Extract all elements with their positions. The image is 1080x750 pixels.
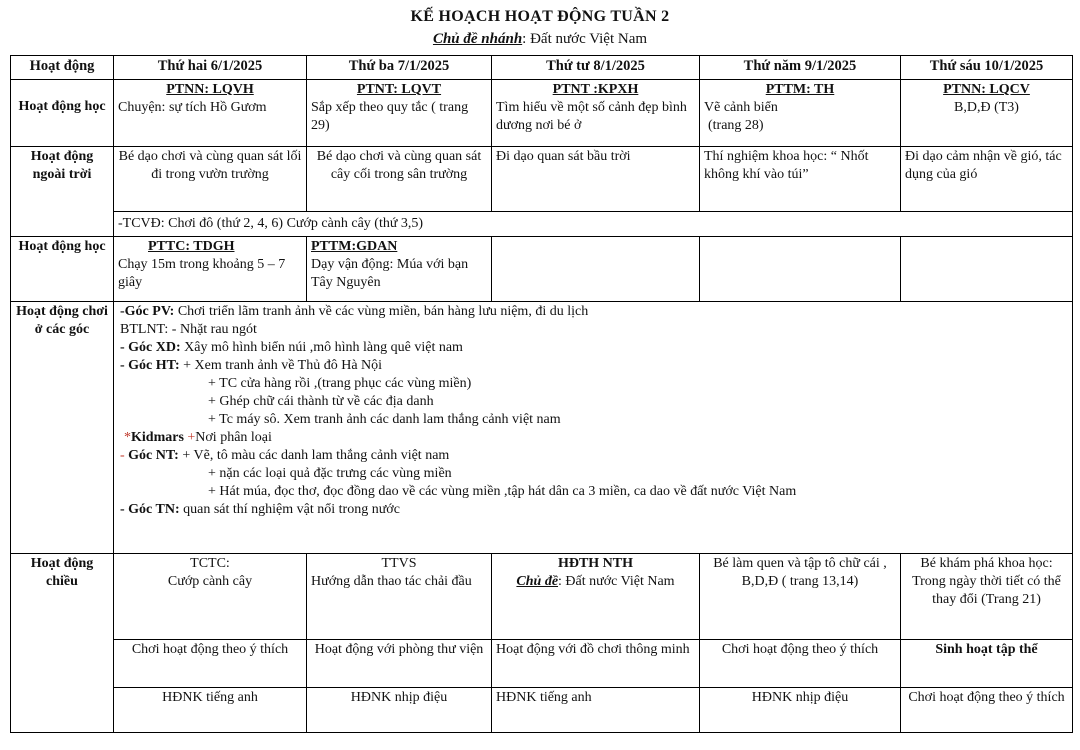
cell-chieu-wed — [492, 554, 700, 640]
cell-chieu2-fri: Sinh hoạt tập thể — [901, 640, 1073, 688]
cell-chieu3-wed: HĐNK tiếng anh — [492, 688, 700, 733]
cell-text: B,D,Đ (T3) — [954, 100, 1019, 115]
goc-ht-line — [120, 357, 1068, 375]
kidmars-star: * — [124, 430, 131, 445]
row-hoat-dong-hoc-1 — [11, 80, 1073, 147]
cell-chieu-mon — [114, 554, 307, 640]
goc-tn-label: - Góc TN: — [120, 502, 180, 517]
cell-title: HĐTH NTH — [557, 556, 634, 571]
kidmars-text: Nơi phân loại — [195, 430, 272, 445]
header-day-mon: Thứ hai 6/1/2025 — [114, 56, 307, 80]
goc-nt-line — [120, 447, 1068, 465]
cell-text: Chuyện: sự tích Hồ Gươm — [118, 100, 267, 115]
cell-text: Chạy 15m trong khoảng 5 – 7 giây — [118, 257, 286, 290]
cell-title: TCTC: — [190, 556, 230, 571]
goc-pv-line — [120, 303, 1068, 321]
cell-hdhoc1-thu — [700, 80, 901, 147]
header-day-tue: Thứ ba 7/1/2025 — [307, 56, 492, 80]
page-subtitle — [0, 31, 1080, 48]
page-title: KẾ HOẠCH HOẠT ĐỘNG TUẦN 2 — [410, 8, 670, 25]
cell-text: Cướp cành cây — [167, 574, 253, 589]
cell-title: PTTC: TDGH — [148, 239, 235, 254]
cell-title: PTNN: LQVH — [166, 82, 254, 97]
cell-tcvd: -TCVĐ: Chơi đô (thứ 2, 4, 6) Cướp cành cây (thứ 3,5) — [114, 212, 1073, 237]
row-chieu-1 — [11, 554, 1073, 640]
cell-chieu3-tue: HĐNK nhịp điệu — [307, 688, 492, 733]
cell-hdhoc2-mon — [114, 237, 307, 302]
kidmars-plus: + — [183, 430, 196, 445]
subtitle-value: Đất nước Việt Nam — [526, 31, 648, 47]
cell-chieu2-tue: Hoạt động với phòng thư viện — [307, 640, 492, 688]
cell-title: PTTM:GDAN — [311, 239, 398, 254]
cell-title: PTNT: LQVT — [356, 82, 442, 97]
cell-chieu-fri: Bé khám phá khoa học: Trong ngày thời tiết có thể thay đổi (Trang 21) — [901, 554, 1073, 640]
goc-xd-line — [120, 339, 1068, 357]
cell-title: PTNN: LQCV — [943, 82, 1030, 97]
subtitle-sep: : — [522, 31, 527, 47]
cell-text-2: (trang 28) — [708, 118, 764, 133]
header-day-fri: Thứ sáu 10/1/2025 — [901, 56, 1073, 80]
goc-ht-item: + Tc máy sô. Xem tranh ảnh các danh lam thắng cảnh việt nam — [208, 412, 561, 427]
cell-text: Hướng dẫn thao tác chải đầu — [311, 574, 472, 589]
row-label-choi-goc: Hoạt động chơi ở các góc — [11, 302, 114, 554]
goc-tn-line — [120, 501, 1068, 519]
goc-nt-item: + Hát múa, đọc thơ, đọc đồng dao về các vùng miền ,tập hát dân ca 3 miền, ca dao về đất nước Việt Nam — [208, 484, 797, 499]
cell-hdhoc2-thu-empty — [700, 237, 901, 302]
cell-text: Tìm hiểu về một số cảnh đẹp bình dương nơi bé ở — [496, 100, 687, 133]
cell-chieu-tue — [307, 554, 492, 640]
row-choi-goc — [11, 302, 1073, 554]
goc-nt-item: + nặn các loại quả đặc trưng các vùng miền — [208, 466, 452, 481]
weekly-plan-table — [10, 55, 1073, 733]
header-activity: Hoạt động — [11, 56, 114, 80]
cell-goc-content — [114, 302, 1073, 554]
goc-tn-text: quan sát thí nghiệm vật nổi trong nước — [179, 502, 400, 517]
row-label-hoat-dong-hoc-1: Hoạt động học — [11, 80, 114, 147]
cell-title: PTTM: TH — [765, 82, 835, 97]
cell-chieu3-mon: HĐNK tiếng anh — [114, 688, 307, 733]
cell-text: Sắp xếp theo quy tắc ( trang 29) — [311, 100, 469, 133]
cell-text: Vẽ cảnh biển — [704, 100, 778, 115]
goc-ht-item: + Ghép chữ cái thành từ về các địa danh — [208, 394, 434, 409]
cell-title: TTVS — [381, 556, 417, 571]
cell-ngoaitroi-thu: Thí nghiệm khoa học: “ Nhốt không khí vào túi” — [700, 147, 901, 212]
goc-ht-label: - Góc HT: — [120, 358, 180, 373]
goc-nt-label: Góc NT: — [128, 448, 179, 463]
cell-ngoaitroi-wed: Đi dạo quan sát bầu trời — [492, 147, 700, 212]
goc-pv-text: Chơi triển lãm tranh ảnh về các vùng miền, bán hàng lưu niệm, đi du lịch — [174, 304, 589, 319]
cell-hdhoc1-fri — [901, 80, 1073, 147]
header-row — [11, 56, 1073, 80]
row-label-hoat-dong-hoc-2: Hoạt động học — [11, 237, 114, 302]
goc-pv-label: -Góc PV: — [120, 304, 175, 319]
cell-chieu-thu: Bé làm quen và tập tô chữ cái , B,D,Đ ( trang 13,14) — [700, 554, 901, 640]
cell-chieu3-fri: Chơi hoạt động theo ý thích — [901, 688, 1073, 733]
row-tcvd — [11, 212, 1073, 237]
goc-kidmars-line — [120, 429, 1068, 447]
cell-hdhoc1-wed — [492, 80, 700, 147]
header-day-wed: Thứ tư 8/1/2025 — [492, 56, 700, 80]
header-day-thu: Thứ năm 9/1/2025 — [700, 56, 901, 80]
cell-chieu3-thu: HĐNK nhịp điệu — [700, 688, 901, 733]
cell-hdhoc1-mon — [114, 80, 307, 147]
cell-ngoaitroi-tue: Bé dạo chơi và cùng quan sát cây cối trong sân trường — [307, 147, 492, 212]
goc-xd-label: - Góc XD: — [120, 340, 181, 355]
cell-ngoaitroi-fri: Đi dạo cảm nhận về gió, tác dụng của gió — [901, 147, 1073, 212]
goc-ht-item: + Xem tranh ảnh về Thủ đô Hà Nội — [179, 358, 383, 373]
row-label-ngoai-troi: Hoạt động ngoài trời — [11, 147, 114, 237]
cell-chieu2-mon: Chơi hoạt động theo ý thích — [114, 640, 307, 688]
cell-hdhoc2-tue — [307, 237, 492, 302]
goc-ht-item: + TC cửa hàng rồi ,(trang phục các vùng miền) — [208, 376, 472, 391]
row-hoat-dong-hoc-2 — [11, 237, 1073, 302]
cell-title: PTNT :KPXH — [552, 82, 639, 97]
goc-xd-text: Xây mô hình biển núi ,mô hình làng quê việt nam — [180, 340, 463, 355]
cell-subtitle — [496, 573, 695, 591]
row-chieu-3 — [11, 688, 1073, 733]
goc-nt-item: + Vẽ, tô màu các danh lam thắng cảnh việt nam — [178, 448, 450, 463]
row-label-chieu: Hoạt động chiều — [11, 554, 114, 733]
subtitle-label: Chủ đề — [516, 574, 559, 589]
cell-hdhoc2-fri-empty — [901, 237, 1073, 302]
kidmars-label: Kidmars — [131, 430, 184, 445]
subtitle-text: : Đất nước Việt Nam — [558, 574, 675, 589]
subtitle-label: Chủ đề nhánh — [432, 31, 523, 47]
cell-chieu2-wed: Hoạt động với đồ chơi thông minh — [492, 640, 700, 688]
row-ngoai-troi — [11, 147, 1073, 212]
cell-hdhoc1-tue — [307, 80, 492, 147]
cell-text: Dạy vận động: Múa với bạn Tây Nguyên — [311, 257, 469, 290]
row-chieu-2 — [11, 640, 1073, 688]
goc-nt-dash: - — [120, 448, 129, 463]
cell-hdhoc2-wed-empty — [492, 237, 700, 302]
cell-chieu2-thu: Chơi hoạt động theo ý thích — [700, 640, 901, 688]
goc-btlnt-line: BTLNT: - Nhặt rau ngót — [120, 322, 257, 337]
cell-ngoaitroi-mon: Bé dạo chơi và cùng quan sát lối đi trong vườn trường — [114, 147, 307, 212]
